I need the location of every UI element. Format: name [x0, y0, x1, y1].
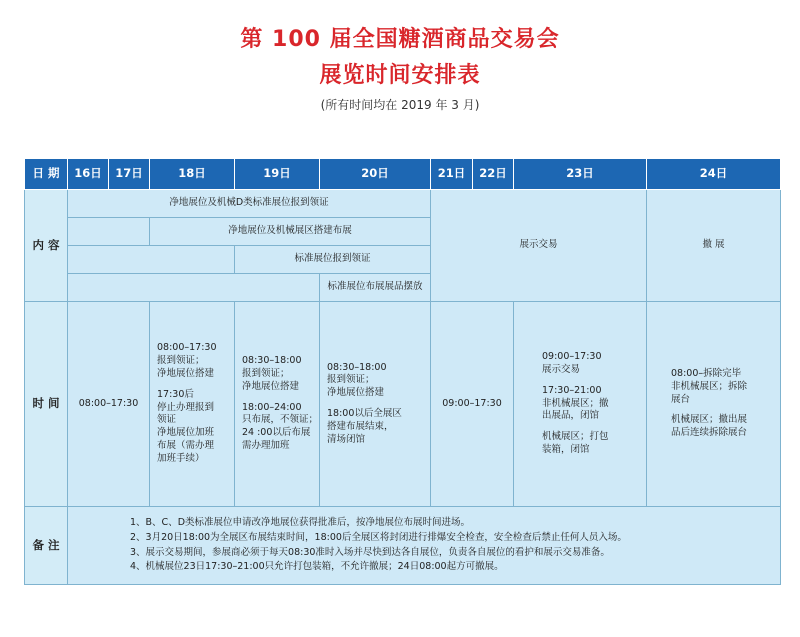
time-19: 08:30–18:00 报到领证； 净地展位搭建 18:00–24:00 只布展，不领证； 24 :00以后布展 需办理加班: [235, 302, 320, 507]
date-20: 20日: [320, 159, 431, 190]
content-exhibit-trade: 展示交易: [431, 190, 647, 302]
time-21-22: 09:00–17:30: [431, 302, 514, 507]
time-row: [25, 302, 781, 507]
content-blank: [68, 218, 150, 246]
content-standard-arrange: 标准展位布展展品摆放: [320, 274, 431, 302]
date-17: 17日: [109, 159, 150, 190]
date-label: 日 期: [25, 159, 68, 190]
time-20: 08:30–18:00 报到领证； 净地展位搭建 18:00以后全展区 搭建布展结束， 清场闭馆: [320, 302, 431, 507]
notes-row: [25, 507, 781, 585]
page-title: 第 100 届全国糖酒商品交易会: [240, 27, 560, 52]
content-standard-registration: 标准展位报到领证: [235, 246, 431, 274]
notes-content: [68, 507, 781, 585]
note-3: 3、展示交易期间，参展商必须于每天08:30准时入场并尽快到达各自展位，负责各自展位的看护和展示交易准备。: [130, 546, 610, 558]
notes-label: 备 注: [25, 507, 68, 585]
date-16: 16日: [68, 159, 109, 190]
time-24: 08:00–拆除完毕 非机械展区；拆除 展台 机械展区；撤出展 品后连续拆除展台: [647, 302, 781, 507]
content-teardown: 撤 展: [647, 190, 781, 302]
page-subtitle-main: 展览时间安排表: [319, 63, 481, 88]
date-21: 21日: [431, 159, 473, 190]
date-23: 23日: [514, 159, 647, 190]
content-row-1: [25, 190, 781, 218]
header-row: [25, 159, 781, 190]
time-16-17: 08:00–17:30: [68, 302, 150, 507]
date-note: (所有时间均在 2019 年 3 月): [320, 98, 480, 112]
content-build: 净地展位及机械展区搭建布展: [150, 218, 431, 246]
content-blank: [68, 274, 320, 302]
time-label: 时 间: [25, 302, 68, 507]
content-blank: [68, 246, 235, 274]
date-22: 22日: [473, 159, 514, 190]
note-1: 1、B、C、D类标准展位申请改净地展位获得批准后，按净地展位布展时间进场。: [130, 517, 471, 529]
schedule-table: [24, 158, 781, 585]
note-2: 2、3月20日18:00为全展区布展结束时间，18:00后全展区将封闭进行排爆安全检查，安全检查后禁止任何人员入场。: [130, 531, 627, 543]
content-label: 内 容: [25, 190, 68, 302]
time-23: 09:00–17:30 展示交易 17:30–21:00 非机械展区；撤 出展品，闭馆 机械展区；打包 装箱，闭馆: [514, 302, 647, 507]
date-18: 18日: [150, 159, 235, 190]
date-24: 24日: [647, 159, 781, 190]
content-registration: 净地展位及机械D类标准展位报到领证: [68, 190, 431, 218]
date-19: 19日: [235, 159, 320, 190]
note-4: 4、机械展位23日17:30–21:00只允许打包装箱，不允许撤展；24日08:00起方可撤展。: [130, 561, 504, 573]
time-18: 08:00–17:30 报到领证； 净地展位搭建 17:30后 停止办理报到 领证 净地展位加班 布展（需办理 加班手续）: [150, 302, 235, 507]
